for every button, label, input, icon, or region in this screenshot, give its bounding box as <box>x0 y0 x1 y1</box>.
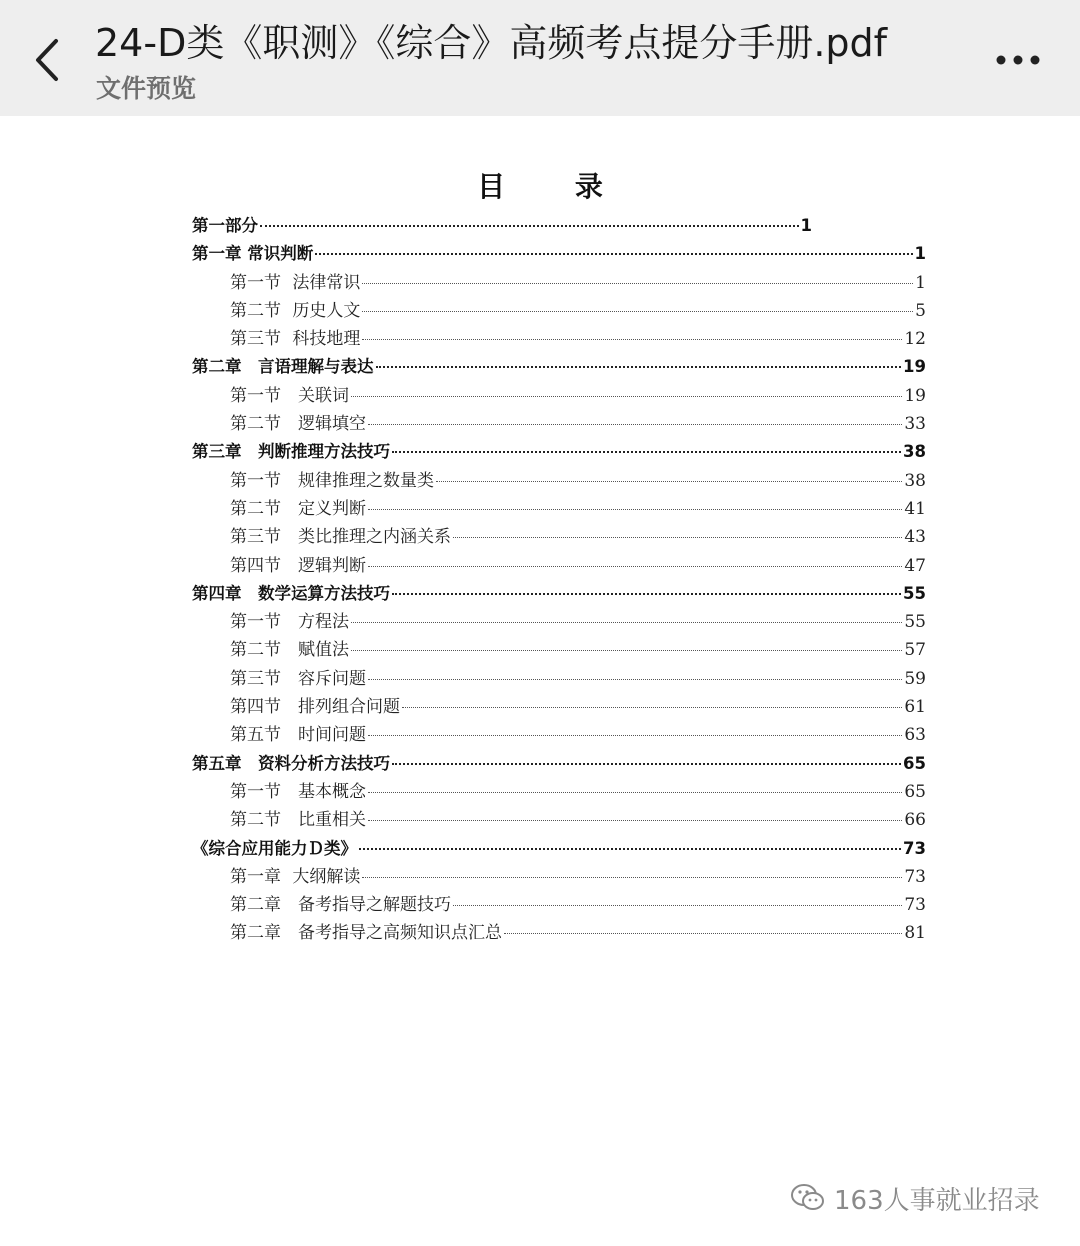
toc-section-row[interactable] <box>192 891 926 919</box>
toc-section-row[interactable] <box>192 523 926 551</box>
app-header <box>0 0 1080 116</box>
toc-page-number: 59 <box>904 668 926 689</box>
toc-entry-label: 第一节 法律常识 <box>230 272 361 293</box>
toc-entry-label: 第三节 类比推理之内涵关系 <box>230 527 451 548</box>
toc-dot-leader <box>368 508 902 510</box>
toc-page-number: 55 <box>904 612 926 633</box>
toc-dot-leader <box>362 338 902 340</box>
toc-dot-leader <box>351 621 902 623</box>
toc-dot-leader <box>362 310 913 312</box>
toc-section-row[interactable] <box>192 325 926 353</box>
toc-page-number: 38 <box>904 470 926 491</box>
back-button[interactable] <box>22 30 72 90</box>
more-options-button[interactable] <box>988 38 1048 82</box>
toc-chapter-row[interactable] <box>192 353 926 381</box>
toc-dot-leader <box>392 762 901 765</box>
toc-entry-label: 第一章 常识判断 <box>192 244 314 264</box>
toc-entry-label: 《综合应用能力Ｄ类》 <box>192 838 357 858</box>
toc-entry-label: 第二章 备考指导之高频知识点汇总 <box>230 923 502 944</box>
toc-entry-label: 第一章 大纲解读 <box>230 866 361 887</box>
toc-dot-leader <box>368 423 902 425</box>
toc-page-number: 12 <box>904 329 926 350</box>
toc-dot-leader <box>368 791 902 793</box>
toc-section-row[interactable] <box>192 721 926 749</box>
wechat-icon <box>790 1183 826 1213</box>
toc-page-number: 57 <box>904 640 926 661</box>
toc-dot-leader <box>359 847 901 850</box>
toc-dot-leader <box>504 932 902 934</box>
toc-entry-label: 第五章 资料分析方法技巧 <box>192 753 390 773</box>
toc-page-number: 5 <box>915 300 926 321</box>
toc-entry-label: 第二节 赋值法 <box>230 640 349 661</box>
toc-entry-label: 第四章 数学运算方法技巧 <box>192 583 390 603</box>
toc-dot-leader <box>392 592 901 595</box>
toc-page-number: 65 <box>903 753 926 773</box>
toc-entry-label: 第四节 排列组合问题 <box>230 697 400 718</box>
toc-chapter-row[interactable] <box>192 835 926 863</box>
toc-section-row[interactable] <box>192 636 926 664</box>
toc-entry-label: 第一节 规律推理之数量类 <box>230 470 434 491</box>
toc-dot-leader <box>392 450 901 453</box>
table-of-contents <box>192 212 926 948</box>
toc-chapter-row[interactable] <box>192 750 926 778</box>
toc-section-row[interactable] <box>192 665 926 693</box>
toc-dot-leader <box>260 224 799 227</box>
toc-dot-leader <box>376 365 902 368</box>
toc-chapter-row[interactable] <box>192 240 926 268</box>
toc-chapter-row[interactable] <box>192 212 812 240</box>
toc-dot-leader <box>362 876 902 878</box>
toc-dot-leader <box>368 819 902 821</box>
toc-section-row[interactable] <box>192 552 926 580</box>
toc-dot-leader <box>368 565 902 567</box>
toc-section-row[interactable] <box>192 806 926 834</box>
toc-section-row[interactable] <box>192 495 926 523</box>
toc-entry-label: 第二节 定义判断 <box>230 498 366 519</box>
toc-page-number: 19 <box>903 357 926 377</box>
toc-page-number: 73 <box>903 838 926 858</box>
toc-dot-leader <box>315 252 912 255</box>
toc-entry-label: 第二节 历史人文 <box>230 300 361 321</box>
toc-page-number: 41 <box>904 498 926 519</box>
toc-page-number: 19 <box>904 385 926 406</box>
more-horizontal-icon <box>995 54 1041 66</box>
watermark-text: 163人事就业招录 <box>834 1185 1040 1216</box>
toc-entry-label: 第三章 判断推理方法技巧 <box>192 442 390 462</box>
toc-page-number: 1 <box>800 216 812 235</box>
toc-page-number: 33 <box>904 414 926 435</box>
toc-page-number: 38 <box>903 442 926 462</box>
toc-entry-label: 第一节 关联词 <box>230 385 349 406</box>
toc-entry-label: 第二章 言语理解与表达 <box>192 357 374 377</box>
toc-section-row[interactable] <box>192 919 926 947</box>
file-subtitle: 文件预览 <box>96 74 197 103</box>
toc-section-row[interactable] <box>192 608 926 636</box>
toc-page-number: 1 <box>915 272 926 293</box>
toc-section-row[interactable] <box>192 693 926 721</box>
toc-section-row[interactable] <box>192 467 926 495</box>
file-title: 24-D类《职测》《综合》高频考点提分手册.pdf <box>95 21 888 65</box>
toc-page-number: 63 <box>904 725 926 746</box>
toc-page-number: 55 <box>903 583 926 603</box>
toc-section-row[interactable] <box>192 269 926 297</box>
watermark <box>790 1176 1040 1220</box>
toc-section-row[interactable] <box>192 863 926 891</box>
toc-dot-leader <box>453 904 902 906</box>
toc-entry-label: 第二节 比重相关 <box>230 810 366 831</box>
toc-dot-leader <box>368 678 902 680</box>
toc-entry-label: 第一部分 <box>192 216 258 235</box>
toc-entry-label: 第一节 基本概念 <box>230 781 366 802</box>
toc-page-number: 65 <box>904 781 926 802</box>
toc-dot-leader <box>351 649 902 651</box>
toc-chapter-row[interactable] <box>192 438 926 466</box>
toc-dot-leader <box>436 480 902 482</box>
toc-dot-leader <box>402 706 902 708</box>
toc-page-number: 43 <box>904 527 926 548</box>
toc-dot-leader <box>351 395 902 397</box>
toc-entry-label: 第二章 备考指导之解题技巧 <box>230 895 451 916</box>
toc-dot-leader <box>453 536 902 538</box>
toc-entry-label: 第二节 逻辑填空 <box>230 414 366 435</box>
toc-section-row[interactable] <box>192 778 926 806</box>
toc-dot-leader <box>368 734 902 736</box>
toc-page-number: 61 <box>904 697 926 718</box>
toc-section-row[interactable] <box>192 382 926 410</box>
toc-entry-label: 第三节 科技地理 <box>230 329 361 350</box>
toc-page-number: 73 <box>904 895 926 916</box>
toc-section-row[interactable] <box>192 410 926 438</box>
chevron-left-icon <box>32 37 62 83</box>
toc-page-number: 73 <box>904 866 926 887</box>
toc-entry-label: 第四节 逻辑判断 <box>230 555 366 576</box>
toc-page-number: 47 <box>904 555 926 576</box>
toc-section-row[interactable] <box>192 297 926 325</box>
toc-entry-label: 第三节 容斥问题 <box>230 668 366 689</box>
toc-entry-label: 第一节 方程法 <box>230 612 349 633</box>
toc-entry-label: 第五节 时间问题 <box>230 725 366 746</box>
toc-page-number: 66 <box>904 810 926 831</box>
toc-dot-leader <box>362 282 913 284</box>
toc-page-number: 81 <box>904 923 926 944</box>
toc-chapter-row[interactable] <box>192 580 926 608</box>
toc-title: 目 录 <box>477 170 633 203</box>
toc-page-number: 1 <box>914 244 926 264</box>
